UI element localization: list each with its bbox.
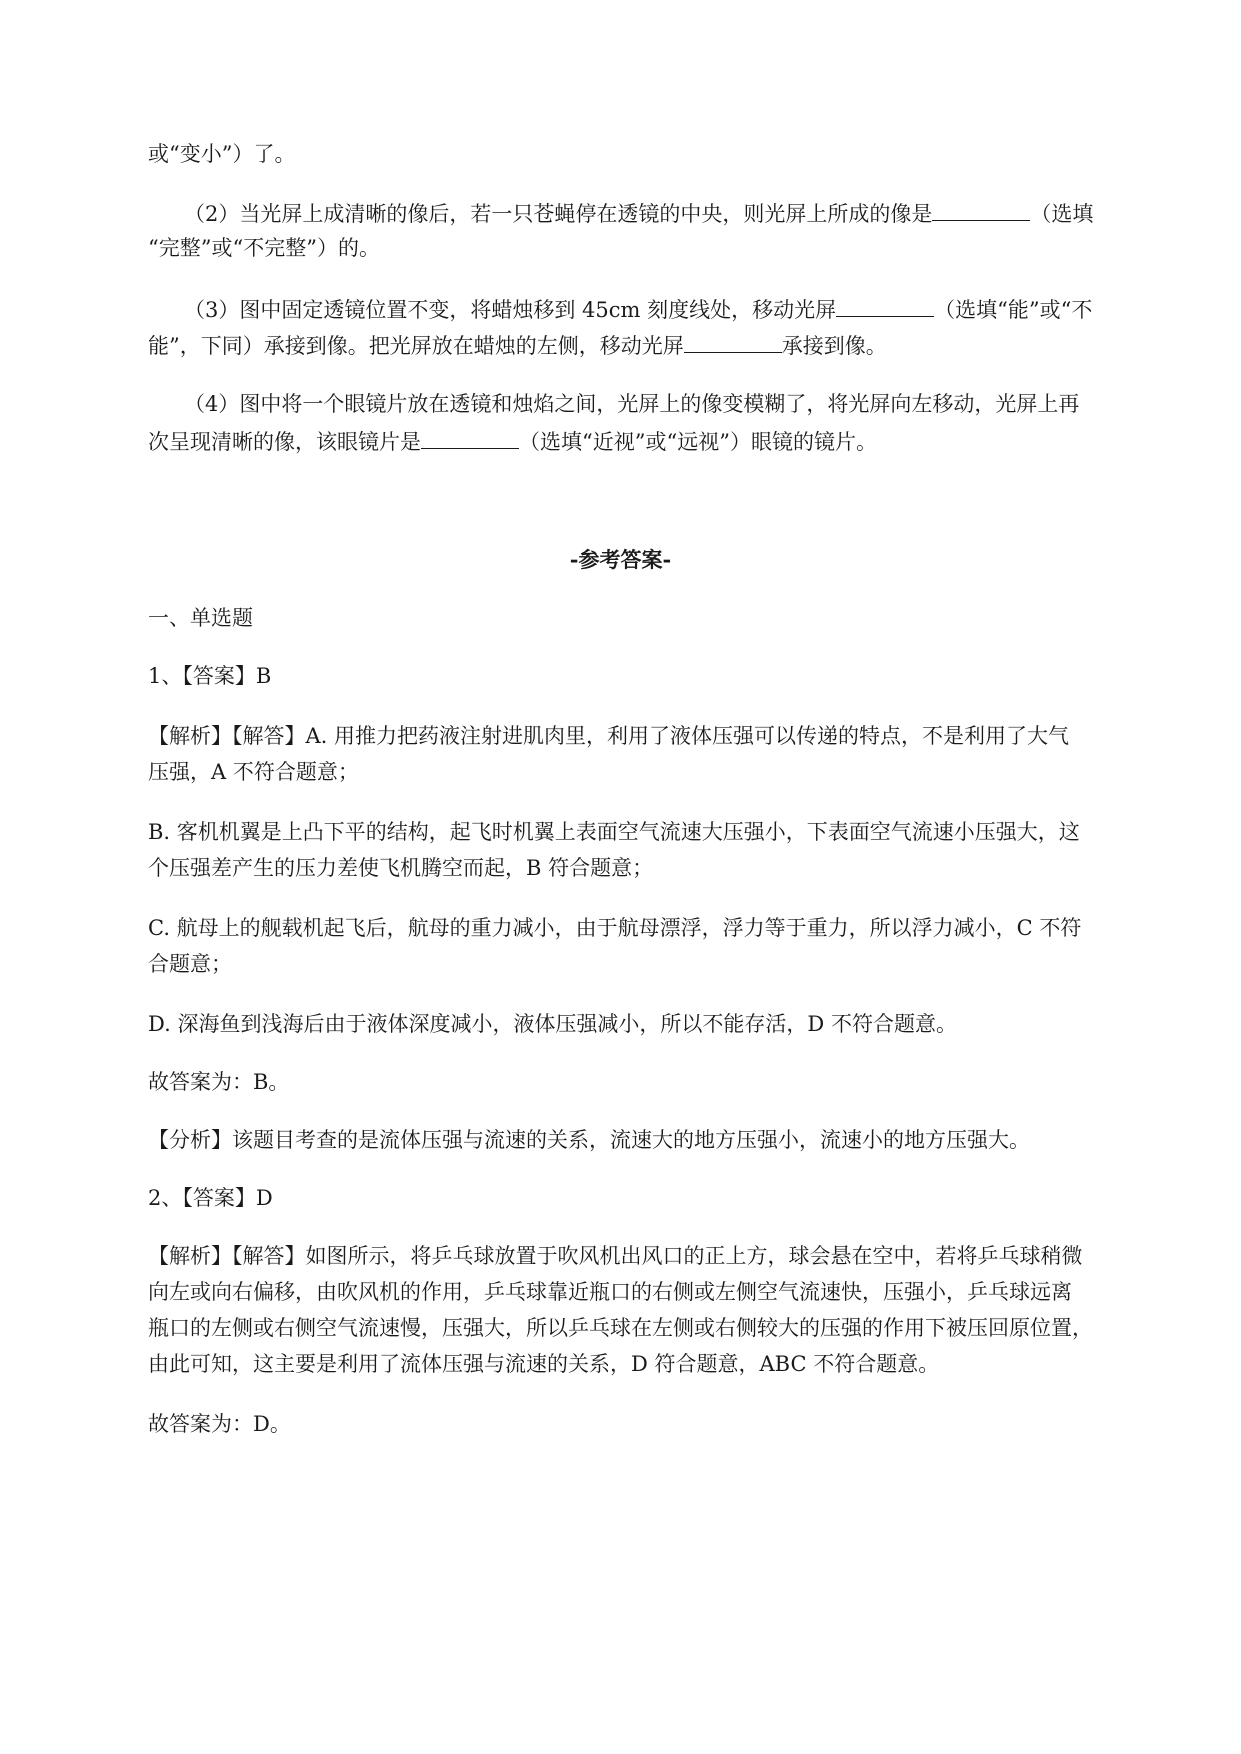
text-segment: （3）图中固定透镜位置不变，将蜡烛移到 45cm 刻度线处，移动光屏	[184, 298, 837, 322]
answer-1-explanation: 个压强差产生的压力差使飞机腾空而起，B 符合题意；	[148, 856, 654, 880]
answer-blank	[421, 426, 519, 449]
answer-blank	[836, 294, 934, 317]
question-2-line-1	[184, 198, 1093, 226]
section-heading: 一、单选题	[148, 606, 253, 630]
text-segment: （选填“能”或“不	[934, 298, 1093, 322]
answer-2-explanation: 【解析】【解答】如图所示，将乒乓球放置于吹风机出风口的正上方，球会悬在空中，若将乒乓球稍微	[148, 1244, 1083, 1268]
text-segment: 承接到像。	[781, 334, 887, 358]
answer-1-explanation: 【解析】【解答】A. 用推力把药液注射进肌肉里，利用了液体压强可以传递的特点，不是利用了大气	[148, 724, 1070, 748]
question-4-line-1: （4）图中将一个眼镜片放在透镜和烛焰之间，光屏上的像变模糊了，将光屏向左移动，光屏上再	[184, 392, 1080, 416]
answer-1-explanation: B. 客机机翼是上凸下平的结构，起飞时机翼上表面空气流速大压强小，下表面空气流速小压强大，这	[148, 820, 1080, 844]
answer-1-explanation: D. 深海鱼到浅海后由于液体深度减小，液体压强减小，所以不能存活，D 不符合题意。	[148, 1012, 957, 1036]
answer-1-explanation: 压强，A 不符合题意；	[148, 760, 359, 784]
answer-1-explanation: C. 航母上的舰载机起飞后，航母的重力减小，由于航母漂浮，浮力等于重力，所以浮力减小，C 不符	[148, 916, 1082, 940]
answer-1-heading: 1、【答案】B	[148, 664, 272, 688]
question-3-line-1	[184, 294, 1092, 322]
answer-2-conclusion: 故答案为：D。	[148, 1412, 291, 1436]
question-2-line-2: “完整”或“不完整”）的。	[148, 236, 380, 260]
answer-1-explanation: 合题意；	[148, 952, 232, 976]
answer-section-title: -参考答案-	[569, 547, 672, 572]
answer-1-analysis: 【分析】该题目考查的是流体压强与流速的关系，流速大的地方压强小，流速小的地方压强大。	[148, 1128, 1030, 1152]
answer-2-explanation: 向左或向右偏移，由吹风机的作用，乒乓球靠近瓶口的右侧或左侧空气流速快，压强小，乒乓球远离	[148, 1280, 1072, 1304]
answer-2-explanation: 由此可知，这主要是利用了流体压强与流速的关系，D 符合题意，ABC 不符合题意。	[148, 1352, 940, 1376]
text-segment: （2）当光屏上成清晰的像后，若一只苍蝇停在透镜的中央，则光屏上所成的像是	[184, 202, 933, 226]
question-4-line-2	[148, 426, 877, 454]
answer-2-heading: 2、【答案】D	[148, 1186, 273, 1210]
text-segment: （选填	[1030, 202, 1094, 226]
answer-blank	[932, 198, 1030, 221]
answer-blank	[684, 330, 782, 353]
text-segment: 次呈现清晰的像，该眼镜片是	[148, 430, 421, 454]
text-line: 或“变小”）了。	[148, 142, 296, 166]
text-segment: 能”，下同）承接到像。把光屏放在蜡烛的左侧，移动光屏	[148, 334, 684, 358]
answer-1-conclusion: 故答案为：B。	[148, 1070, 290, 1094]
question-3-line-2	[148, 330, 887, 358]
text-segment: （选填“近视”或“远视”）眼镜的镜片。	[519, 430, 877, 454]
answer-2-explanation: 瓶口的左侧或右侧空气流速慢，压强大，所以乒乓球在左侧或右侧较大的压强的作用下被压回原位置，	[148, 1316, 1093, 1340]
